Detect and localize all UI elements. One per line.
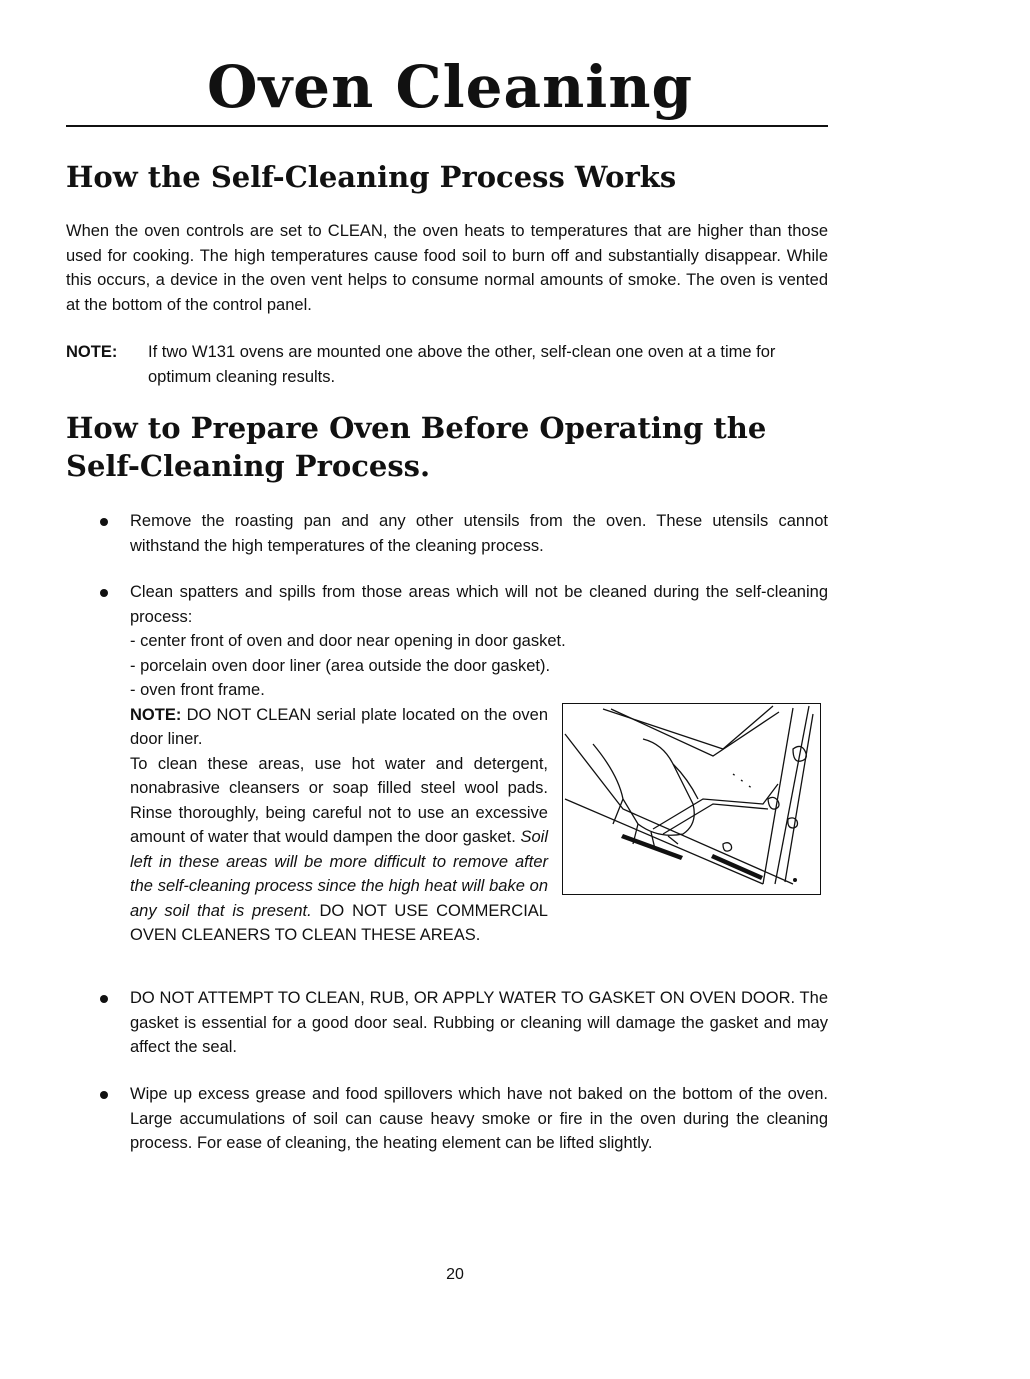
bullet-4-text: Wipe up excess grease and food spillovers which have not baked on the bottom of the oven. Large accumulations of soil can cause heavy smoke or fire in the oven during the cleaning process. For ease of cleaning, the heating element can be lifted slightly. (130, 1085, 828, 1152)
soil-warning: Soil left in these areas will be more difficult to remove after the self-cleaning process since the high heat will bake on any soil that is present. (130, 828, 548, 920)
section1-note (66, 340, 828, 389)
note-text: DO NOT CLEAN serial plate located on the oven door liner. (130, 705, 548, 748)
wrapped-text (130, 703, 548, 948)
oven-door-cleaning-illustration (562, 703, 821, 895)
section1-paragraph: When the oven controls are set to CLEAN, the oven heats to temperatures that are higher than those used for cooking. The high temperatures cause food soil to burn off and substantially disappear. While this occurs, a device in the oven vent helps to consume normal amounts of smoke. The oven is vented at the bottom of the control panel. (66, 222, 828, 314)
bullet-3-text: DO NOT ATTEMPT TO CLEAN, RUB, OR APPLY WATER TO GASKET ON OVEN DOOR. The gasket is essential for a good door seal. Rubbing or cleaning will damage the gasket and may affect the seal. (130, 989, 828, 1056)
hand-wiping-oven-illustration (563, 704, 819, 893)
section2-heading (66, 409, 766, 485)
page-title: Oven Cleaning (206, 53, 694, 121)
page-number: 20 (446, 1266, 464, 1283)
section2-heading-line2: Self-Cleaning Process. (66, 449, 431, 483)
section1-heading: How the Self-Cleaning Process Works (66, 160, 677, 194)
section2-heading-line1: How to Prepare Oven Before Operating the (66, 411, 767, 445)
dash-item: - center front of oven and door near opening in door gasket. (130, 632, 566, 650)
dash-item: - porcelain oven door liner (area outside the door gasket). (130, 656, 551, 675)
dash-item: - oven front frame. (130, 681, 265, 699)
bullet-dot (100, 518, 108, 526)
bullet-1-text: Remove the roasting pan and any other utensils from the oven. These utensils cannot withstand the high temperatures of the cleaning process. (130, 512, 828, 555)
bullet-dot (100, 1091, 108, 1099)
note-text: If two W131 ovens are mounted one above the other, self-clean one oven at a time for optimum cleaning results. (148, 343, 776, 386)
note-label: NOTE: (66, 343, 118, 361)
title-rule (66, 125, 828, 127)
bullet-dot (100, 589, 108, 597)
bullet-2-intro: Clean spatters and spills from those areas which will not be cleaned during the self-cleaning process: (130, 583, 828, 626)
note-label: NOTE: (130, 705, 182, 724)
bullet-dot (100, 995, 108, 1003)
clean-instructions: To clean these areas, use hot water and detergent, nonabrasive cleansers or soap filled steel wool pads. Rinse thoroughly, being careful not to use an excessive amount of water that would dampen the door gasket. (130, 754, 548, 846)
caps-warning: DO NOT USE COMMERCIAL OVEN CLEANERS TO CLEAN THESE AREAS. (130, 901, 548, 944)
